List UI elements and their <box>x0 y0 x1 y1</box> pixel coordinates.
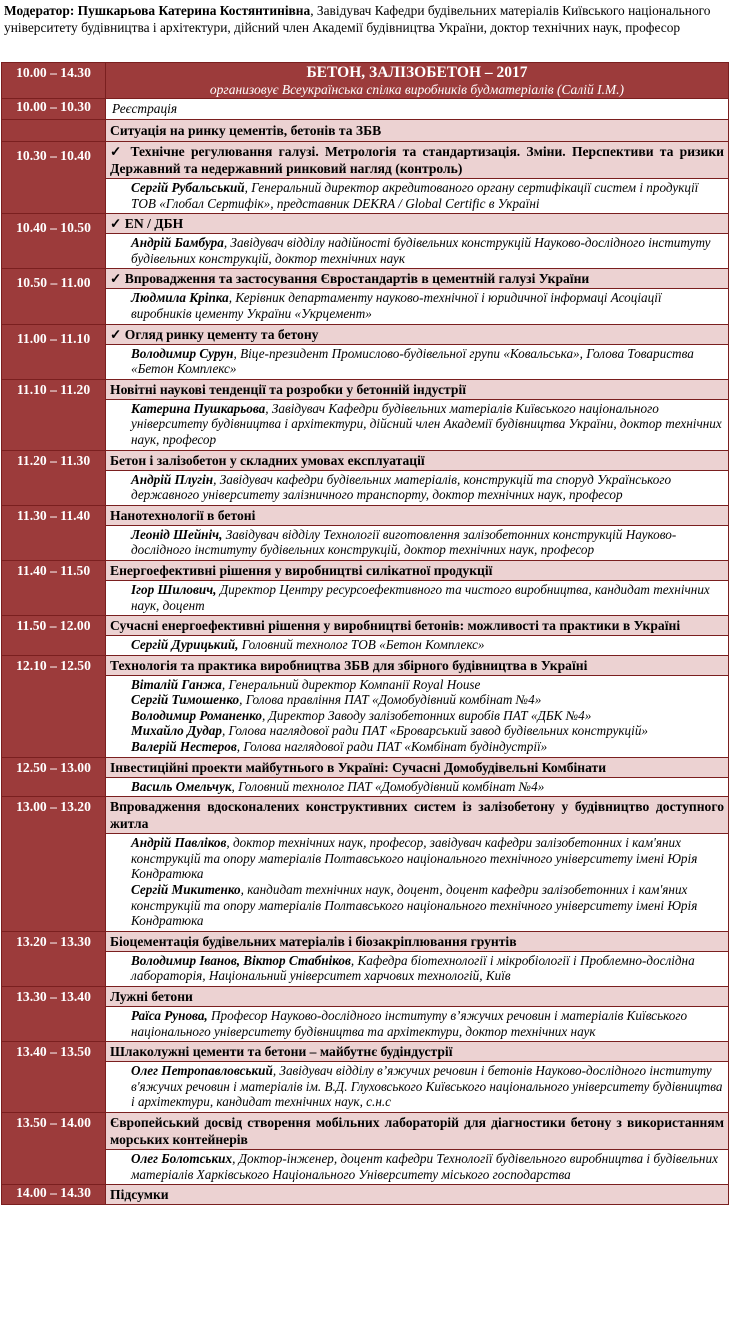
speaker-entry <box>131 637 724 653</box>
agenda-topic: ✓ Огляд ринку цементу та бетону <box>106 324 729 344</box>
speaker-desc: , Керівник департаменту науково-технічної і юридичної інформаці Асоціації виробників цементу України «Укрцемент» <box>131 290 662 321</box>
speaker-desc: , Завідувач Кафедри будівельних матеріалів Київського національного університету будівництва і архітектури, дійсний член Академії будівництва України, доктор технічних наук, професор <box>131 400 722 447</box>
schedule-table <box>1 62 729 1205</box>
speaker-desc: , кандидат технічних наук, доцент, доцент кафедри залізобетонних і кам'яних конструкцій та опору матеріалів Полтавського національного технічного університету імені Юрія Кондратюка <box>131 882 698 929</box>
agenda-topic-row <box>2 214 729 234</box>
speaker-entry <box>131 882 724 929</box>
speaker-name: Сергій Тимошенко <box>131 692 240 708</box>
speaker-name: Віталій Ганжа <box>131 676 222 692</box>
speakers-cell <box>106 289 729 324</box>
speaker-desc: Професор Науково-дослідного інституту в’яжучих речовин і матеріалів Київського національного університету будівництва та архітектури, доктор технічних наук <box>131 1008 688 1039</box>
speaker-name: Катерина Пушкарьова <box>131 400 266 416</box>
speaker-name: Сергій Рубальський <box>131 180 245 195</box>
summary-time: 14.00 – 14.30 <box>2 1185 106 1205</box>
agenda-topic-row <box>2 655 729 675</box>
speakers-cell <box>106 179 729 214</box>
agenda-topic-row <box>2 560 729 580</box>
agenda-topic: Інвестиційні проекти майбутнього в Україні: Сучасні Домобудівельні Комбінати <box>106 757 729 777</box>
speakers-cell <box>106 580 729 615</box>
agenda-topic-row <box>2 757 729 777</box>
speaker-name: Сергій Дурицький, <box>131 637 239 653</box>
speaker-entry <box>131 235 724 266</box>
agenda-speakers-row <box>2 951 729 986</box>
speaker-desc: , Генеральний директор Компанії Royal House <box>221 676 481 692</box>
agenda-speakers-row <box>2 470 729 505</box>
agenda-speakers-row <box>2 1062 729 1113</box>
speaker-name: Андрій Павліков <box>131 835 227 851</box>
speaker-desc: Директор Центру ресурсоефективного та чистого виробництва, кандидат технічних наук, доцент <box>131 581 710 613</box>
speaker-name: Валерій Нестеров <box>131 739 237 755</box>
speakers-cell <box>106 1007 729 1042</box>
agenda-topic-row <box>2 324 729 344</box>
speakers-cell <box>106 525 729 560</box>
agenda-time: 10.50 – 11.00 <box>2 269 106 324</box>
agenda-time: 10.40 – 10.50 <box>2 214 106 269</box>
agenda-topic-row <box>2 1112 729 1149</box>
agenda-speakers-row <box>2 289 729 324</box>
agenda-topic-row <box>2 505 729 525</box>
agenda-topic: ✓ Впровадження та застосування Євростандартів в цементній галузі України <box>106 269 729 289</box>
speaker-desc: , Завідувач кафедри будівельних матеріалів, конструкцій та споруд Українського державного університету залізничного транспорту, доктор технічних наук, професор <box>131 471 672 503</box>
agenda-topic-row <box>2 142 729 179</box>
speaker-name: Олег Болотських <box>131 1150 233 1166</box>
speakers-cell <box>106 234 729 269</box>
agenda-speakers-row <box>2 675 729 757</box>
agenda-topic-row <box>2 931 729 951</box>
speaker-name: Андрій Плугін <box>131 471 214 487</box>
agenda-time: 11.50 – 12.00 <box>2 616 106 656</box>
speaker-entry <box>131 527 724 558</box>
speaker-entry <box>131 835 724 882</box>
speaker-desc: , доктор технічних наук, професор, завідувач кафедри залізобетонних і кам'яних конструкцій та опору матеріалів Полтавського національного технічного університету імені Юрія Кондратюка <box>131 835 698 882</box>
speaker-desc: , Директор Заводу залізобетонних виробів ПАТ «ДБК №4» <box>261 707 592 723</box>
speaker-entry <box>131 1063 724 1110</box>
agenda-speakers-row <box>2 777 729 797</box>
speaker-desc: , Генеральний директор акредитованого органу сертифікації систем і продукції ТОВ «Глобал Сертифік», представник DEKRA / Global Certific в Україні <box>131 180 699 211</box>
agenda-topic: Європейський досвід створення мобільних лабораторій для діагностики бетону з використанням морських контейнерів <box>106 1112 729 1149</box>
speaker-desc: , Головний технолог ПАТ «Домобудівний комбінат №4» <box>231 778 545 794</box>
speaker-entry <box>131 739 724 755</box>
header-time: 10.00 – 14.30 <box>2 63 106 99</box>
speaker-desc: , Віце-президент Промислово-будівельної групи «Ковальська», Голова Товариства «Бетон Комплекс» <box>131 345 694 377</box>
speaker-entry <box>131 346 724 377</box>
agenda-time: 13.00 – 13.20 <box>2 797 106 932</box>
speaker-entry <box>131 708 724 724</box>
header-row <box>2 63 729 99</box>
speakers-cell <box>106 1149 729 1184</box>
moderator-desc: , Завідувач Кафедри будівельних матеріалів Київського національного університету будівництва і архітектури, дійсний член Академії будівництва України, доктор технічних наук, професор <box>4 3 711 35</box>
speaker-name: Людмила Кріпка <box>131 290 229 306</box>
speakers-cell <box>106 636 729 656</box>
agenda-time: 13.50 – 14.00 <box>2 1112 106 1184</box>
agenda-speakers-row <box>2 179 729 214</box>
agenda-speakers-row <box>2 234 729 269</box>
agenda-topic: Впровадження вдосконалених конструктивних систем із залізобетону у будівництво доступного житла <box>106 797 729 834</box>
agenda-topic-row <box>2 987 729 1007</box>
moderator-label: Модератор: <box>4 3 75 18</box>
agenda-speakers-row <box>2 834 729 932</box>
agenda-topic-row <box>2 797 729 834</box>
agenda-topic: Біоцементація будівельних матеріалів і біозакріплювання грунтів <box>106 931 729 951</box>
speaker-entry <box>131 180 724 211</box>
agenda-topic: Нанотехнології в бетоні <box>106 505 729 525</box>
summary-row <box>2 1185 729 1205</box>
agenda-time: 13.30 – 13.40 <box>2 987 106 1042</box>
header-cell <box>106 63 729 99</box>
agenda-speakers-row <box>2 1007 729 1042</box>
speaker-name: Василь Омельчук <box>131 778 232 794</box>
agenda-topic-row <box>2 450 729 470</box>
event-title: БЕТОН, ЗАЛІЗОБЕТОН – 2017 <box>306 64 528 81</box>
speaker-entry <box>131 401 724 448</box>
registration-time: 10.00 – 10.30 <box>2 99 106 120</box>
agenda-time: 12.10 – 12.50 <box>2 655 106 757</box>
event-subtitle: организовує Всеукраїнська спілка виробників будматеріалів (Салій І.М.) <box>209 82 625 97</box>
speakers-cell <box>106 675 729 757</box>
agenda-time: 13.20 – 13.30 <box>2 931 106 986</box>
speaker-name: Сергій Микитенко <box>131 882 241 898</box>
speaker-entry <box>131 290 724 321</box>
agenda-time: 13.40 – 13.50 <box>2 1042 106 1113</box>
section-row <box>2 120 729 142</box>
speakers-cell <box>106 834 729 932</box>
speaker-name: Андрій Бамбура <box>131 235 224 251</box>
agenda-time: 10.30 – 10.40 <box>2 142 106 214</box>
agenda-topic: ✓ EN / ДБН <box>106 214 729 234</box>
speaker-name: Леонід Шейніч, <box>131 526 223 542</box>
speaker-entry <box>131 953 724 984</box>
section-title: Ситуація на ринку цементів, бетонів та ЗБВ <box>106 120 729 142</box>
agenda-speakers-row <box>2 636 729 656</box>
agenda-topic: Лужні бетони <box>106 987 729 1007</box>
agenda-speakers-row <box>2 344 729 379</box>
speaker-entry <box>131 692 724 708</box>
agenda-topic: ✓ Технічне регулювання галузі. Метрологія та стандартизація. Зміни. Перспективи та ризики Державний та недержавний ринковий нагляд (контроль) <box>106 142 729 179</box>
agenda-topic-row <box>2 379 729 399</box>
speaker-desc: , Кафедра біотехнології і мікробіології і Проблемно-дослідна лабораторія, Національний університет харчових технологій, Київ <box>131 952 695 984</box>
agenda-topic: Бетон і залізобетон у складних умовах експлуатації <box>106 450 729 470</box>
speaker-entry <box>131 723 724 739</box>
agenda-speakers-row <box>2 525 729 560</box>
agenda-topic: Енергоефективні рішення у виробництві силікатної продукції <box>106 560 729 580</box>
registration-label: Реєстрація <box>106 99 729 120</box>
speakers-cell <box>106 777 729 797</box>
summary-label: Підсумки <box>106 1185 729 1205</box>
speaker-desc: , Голова наглядової ради ПАТ «Комбінат будіндустрії» <box>236 739 548 755</box>
speakers-cell <box>106 1062 729 1113</box>
speakers-cell <box>106 399 729 450</box>
agenda-speakers-row <box>2 399 729 450</box>
speaker-entry <box>131 677 724 693</box>
speaker-entry <box>131 1008 724 1039</box>
agenda-topic: Новітні наукові тенденції та розробки у бетонній індустрії <box>106 379 729 399</box>
moderator-line <box>0 0 728 38</box>
speaker-entry <box>131 582 724 613</box>
agenda-topic: Шлаколужні цементи та бетони – майбутнє будіндустрії <box>106 1042 729 1062</box>
section-time-cell <box>2 120 106 142</box>
moderator-name: Пушкарьова Катерина Костянтинівна <box>77 3 311 18</box>
speakers-cell <box>106 470 729 505</box>
speakers-cell <box>106 344 729 379</box>
agenda-speakers-row <box>2 580 729 615</box>
speaker-desc: Головний технолог ТОВ «Бетон Комплекс» <box>238 637 485 653</box>
agenda-topic: Технологія та практика виробництва ЗБВ для збірного будівництва в Україні <box>106 655 729 675</box>
speaker-name: Володимир Іванов, Віктор Стабніков <box>131 952 351 968</box>
agenda-time: 11.30 – 11.40 <box>2 505 106 560</box>
agenda-speakers-row <box>2 1149 729 1184</box>
speaker-desc: , Завідувач відділу в’яжучих речовин і бетонів Науково-дослідного інституту в'яжучих речовин і матеріалів ім. В.Д. Глуховського Київського національного університету будівництва і архітектури, кандидат технічних наук, с.н.с <box>131 1063 723 1110</box>
speaker-name: Михайло Дудар <box>131 723 222 739</box>
agenda-topic-row <box>2 616 729 636</box>
speaker-entry <box>131 472 724 503</box>
agenda-time: 12.50 – 13.00 <box>2 757 106 797</box>
agenda-time: 11.20 – 11.30 <box>2 450 106 505</box>
speaker-name: Володимир Сурун <box>131 345 234 361</box>
speaker-entry <box>131 779 724 795</box>
agenda-time: 11.00 – 11.10 <box>2 324 106 379</box>
speakers-cell <box>106 951 729 986</box>
agenda-topic-row <box>2 269 729 289</box>
speaker-desc: , Завідувач відділу надійності будівельних конструкцій Науково-дослідного інституту будівельних конструкцій, доктор технічних наук <box>131 235 711 266</box>
speaker-desc: , Голова наглядової ради ПАТ «Броварський завод будівельних конструкцій» <box>221 723 649 739</box>
speaker-desc: , Голова правління ПАТ «Домобудівний комбінат №4» <box>239 692 542 708</box>
agenda-topic-row <box>2 1042 729 1062</box>
speaker-name: Володимир Романенко <box>131 707 262 723</box>
speaker-desc: , Доктор-інженер, доцент кафедри Технології будівельного виробництва і будівельних матеріалів Харківського Національного Університету міського господарства <box>131 1150 718 1182</box>
speaker-name: Раїса Рунова, <box>131 1008 208 1023</box>
agenda-topic: Сучасні енергоефективні рішення у виробництві бетонів: можливості та практики в Україні <box>106 616 729 636</box>
agenda-time: 11.40 – 11.50 <box>2 560 106 615</box>
agenda-time: 11.10 – 11.20 <box>2 379 106 450</box>
speaker-desc: Завідувач відділу Технології виготовлення залізобетонних конструкцій Науково-дослідного інституту будівельних конструкцій, доктор технічних наук, професор <box>131 526 677 558</box>
registration-row <box>2 99 729 120</box>
speaker-name: Олег Петропавловський <box>131 1063 273 1079</box>
speaker-name: Ігор Шилович, <box>131 581 217 597</box>
speaker-entry <box>131 1151 724 1182</box>
